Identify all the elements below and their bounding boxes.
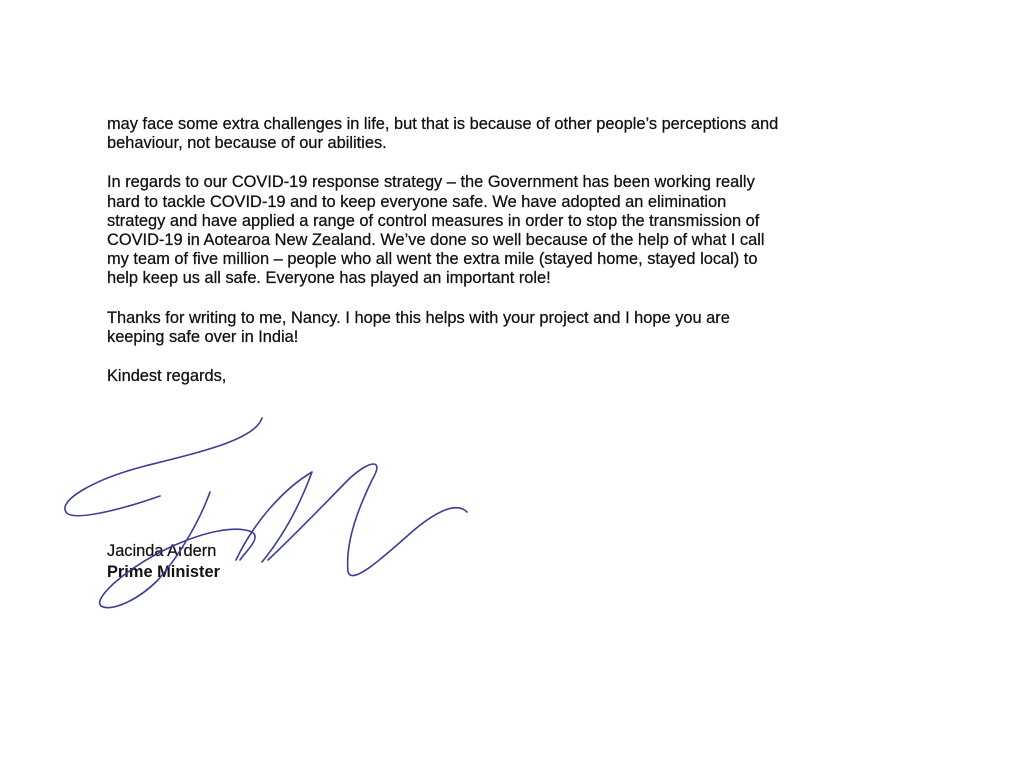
letter-body (107, 115, 922, 386)
text-line: behaviour, not because of our abilities. (107, 134, 387, 153)
text-line: my team of five million – people who all went the extra mile (stayed home, stayed local) to (107, 250, 758, 269)
text-line: may face some extra challenges in life, but that is because of other people’s perceptions and (107, 115, 779, 133)
text-line: Thanks for writing to me, Nancy. I hope this helps with your project and I hope you are (107, 308, 730, 327)
signature-a-stroke (236, 472, 312, 562)
signatory-title: Prime Minister (107, 563, 220, 581)
text-line: help keep us all safe. Everyone has played an important role! (107, 269, 551, 288)
paragraph-abilities (107, 115, 922, 153)
paragraph-covid-response (107, 173, 922, 288)
signatory-block (107, 541, 220, 583)
signature-j-loop (65, 418, 262, 516)
paragraph-thanks (107, 309, 922, 347)
signatory-name: Jacinda Ardern (107, 542, 217, 560)
signature-n-stroke (268, 464, 467, 576)
text-line: hard to tackle COVID-19 and to keep everyone safe. We have adopted an elimination (107, 192, 727, 211)
text-line: In regards to our COVID-19 response strategy – the Government has been working really (107, 173, 755, 192)
text-line: COVID-19 in Aotearoa New Zealand. We’ve done so well because of the help of what I call (107, 231, 765, 250)
closing-salutation: Kindest regards, (107, 367, 227, 386)
text-line: keeping safe over in India! (107, 327, 299, 346)
text-line: strategy and have applied a range of control measures in order to stop the transmission of (107, 211, 760, 230)
